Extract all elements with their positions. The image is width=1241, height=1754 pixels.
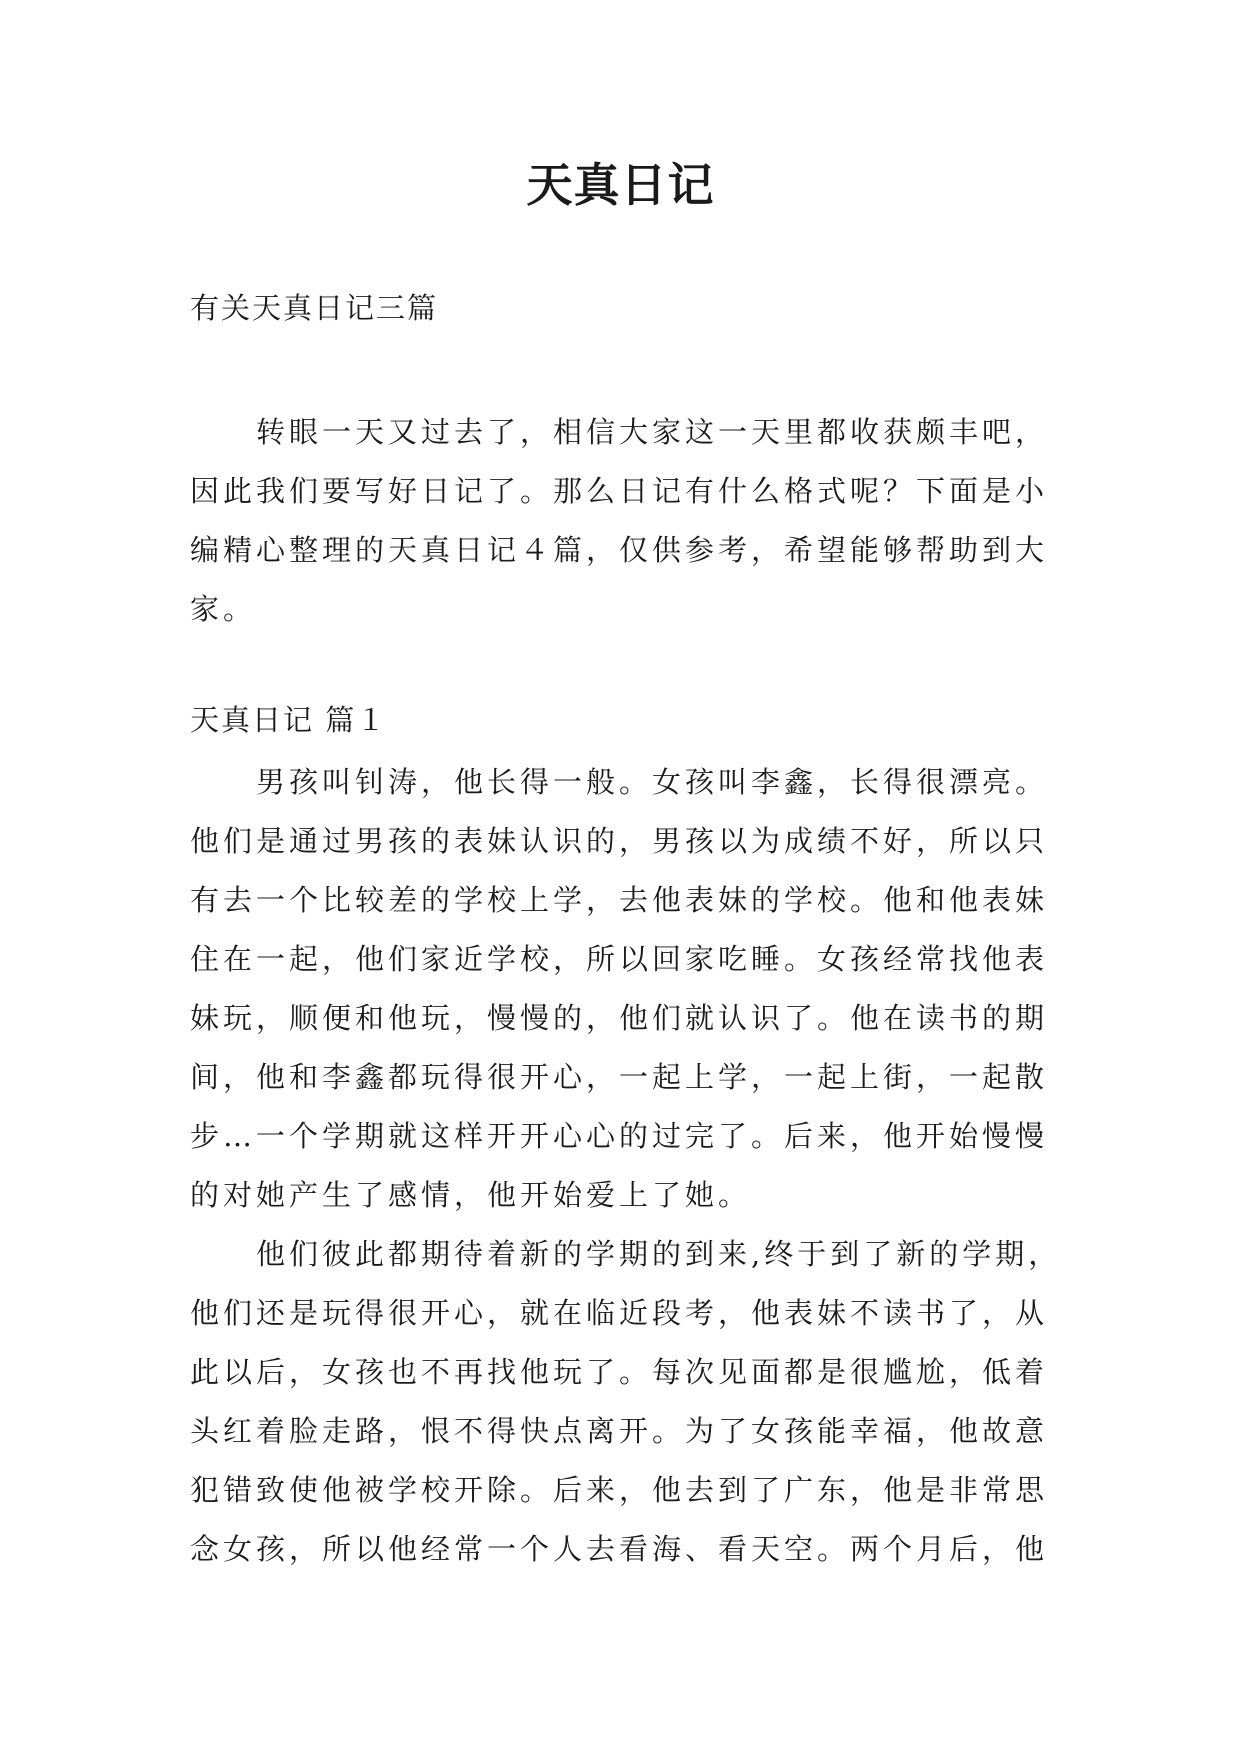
body-line: 他们还是玩得很开心，就在临近段考，他表妹不读书了，从 <box>190 1296 1049 1330</box>
body-line: 他们彼此都期待着新的学期的到来,终于到了新的学期， <box>190 1237 1062 1271</box>
section-heading: 天真日记 篇１ <box>190 703 388 737</box>
body-line: 妹玩，顺便和他玩，慢慢的，他们就认识了。他在读书的期 <box>190 1001 1049 1035</box>
body-line: 间，他和李鑫都玩得很开心，一起上学，一起上街，一起散 <box>190 1060 1049 1094</box>
intro-paragraph <box>190 403 1070 639</box>
intro-line: 编精心整理的天真日记４篇，仅供参考，希望能够帮助到大 <box>190 533 1049 567</box>
body-line: 住在一起，他们家近学校，所以回家吃睡。女孩经常找他表 <box>190 942 1049 976</box>
body-line: 的对她产生了感情，他开始爱上了她。 <box>190 1178 752 1212</box>
section-body <box>190 753 1070 1579</box>
body-line: 头红着脸走路，恨不得快点离开。为了女孩能幸福，他故意 <box>190 1414 1049 1448</box>
document-subtitle: 有关天真日记三篇 <box>190 291 439 325</box>
intro-line: 因此我们要写好日记了。那么日记有什么格式呢？下面是小 <box>190 474 1049 508</box>
intro-line: 家。 <box>190 592 257 626</box>
body-line: 犯错致使他被学校开除。后来，他去到了广东，他是非常思 <box>190 1473 1049 1507</box>
body-line: 他们是通过男孩的表妹认识的，男孩以为成绩不好，所以只 <box>190 824 1049 858</box>
body-line: 此以后，女孩也不再找他玩了。每次见面都是很尴尬，低着 <box>190 1355 1049 1389</box>
body-line: 步…一个学期就这样开开心心的过完了。后来，他开始慢慢 <box>190 1119 1049 1153</box>
body-line: 男孩叫钊涛，他长得一般。女孩叫李鑫，长得很漂亮。 <box>190 765 1049 799</box>
document-title: 天真日记 <box>526 158 715 212</box>
body-line: 有去一个比较差的学校上学，去他表妹的学校。他和他表妹 <box>190 883 1049 917</box>
body-line: 念女孩，所以他经常一个人去看海、看天空。两个月后，他 <box>190 1532 1049 1566</box>
intro-line: 转眼一天又过去了，相信大家这一天里都收获颇丰吧， <box>190 415 1049 449</box>
